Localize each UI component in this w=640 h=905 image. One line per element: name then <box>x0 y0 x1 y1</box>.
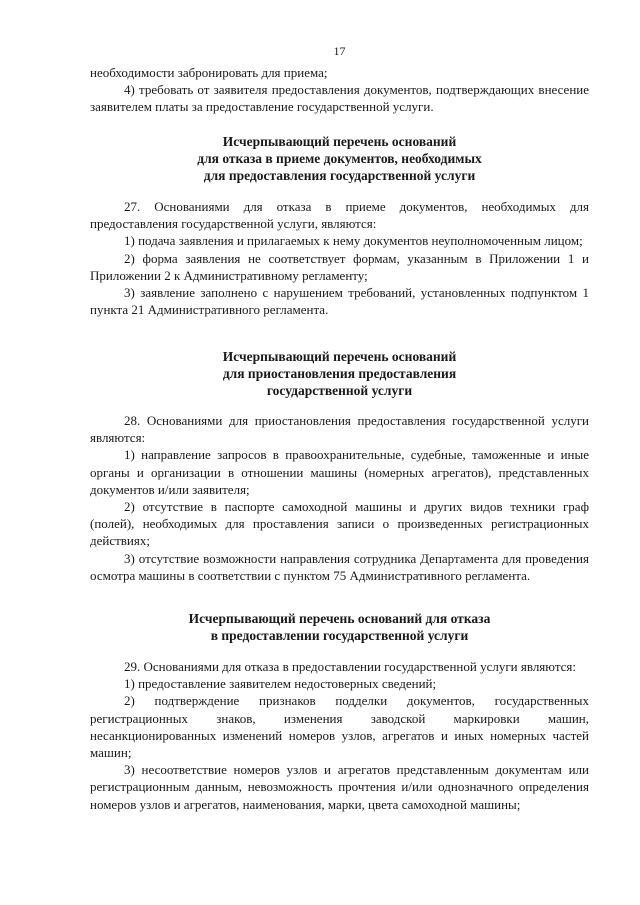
paragraph-continuation: необходимости забронировать для приема; <box>90 65 328 80</box>
heading-line: для приостановления предоставления <box>222 366 457 381</box>
list-item: 3) заявление заполнено с нарушением требований, установленных подпунктом 1 пункта 21 Административного регламента. <box>90 285 589 318</box>
heading-line: Исчерпывающий перечень оснований для отказа <box>188 611 491 626</box>
list-item: 1) направление запросов в правоохранительные, судебные, таможенные и иные органы и организации в отношении машины (номерных агрегатов), представленных документов и/или заявителя; <box>90 447 589 497</box>
section-heading <box>90 610 589 644</box>
heading-line: в предоставлении государственной услуги <box>210 628 469 643</box>
heading-line: государственной услуги <box>266 383 413 398</box>
paragraph-29: 29. Основаниями для отказа в предоставлении государственной услуги являются: <box>124 659 577 674</box>
page-number: 17 <box>333 44 346 58</box>
list-item: 2) отсутствие в паспорте самоходной машины и других видов техники граф (полей), необходимых для проставления записи о произведенных регистрационных действиях; <box>90 499 589 549</box>
top-text <box>90 64 589 116</box>
heading-line: для отказа в приеме документов, необходимых <box>197 151 482 166</box>
list-item: 1) предоставление заявителем недостоверных сведений; <box>124 676 437 692</box>
section-heading <box>90 348 589 399</box>
heading-line: Исчерпывающий перечень оснований <box>222 349 457 364</box>
list-item: 1) подача заявления и прилагаемых к нему документов неуполномоченным лицом; <box>124 233 583 249</box>
list-item: 4) требовать от заявителя предоставления документов, подтверждающих внесение заявителем платы за предоставление государственной услуги. <box>90 82 589 115</box>
paragraph-27: 27. Основаниями для отказа в приеме документов, необходимых для предоставления государственной услуги, являются: <box>90 199 589 232</box>
heading-line: Исчерпывающий перечень оснований <box>222 134 457 149</box>
paragraph-28: 28. Основаниями для приостановления предоставления государственной услуги являются: <box>90 413 589 446</box>
list-item: 2) форма заявления не соответствует формам, указанным в Приложении 1 и Приложении 2 к Административному регламенту; <box>90 250 589 283</box>
heading-line: для предоставления государственной услуги <box>203 168 476 183</box>
list-item: 3) отсутствие возможности направления сотрудника Департамента для проведения осмотра машины в соответствии с пунктом 75 Административного регламента. <box>90 550 589 583</box>
section-body <box>90 412 589 584</box>
list-item: 2) подтверждение признаков подделки документов, государственных регистрационных знаков, изменения заводской маркировки машин, несанкционированных изменений номеров узлов, агрегатов и иных номерных частей машин; <box>90 693 589 761</box>
list-item: 3) несоответствие номеров узлов и агрегатов представленным документам или регистрационным данным, невозможность прочтения и/или однозначного определения номеров узлов и агрегатов, наименования, марки, цвета самоходной машины; <box>90 762 589 812</box>
section-body <box>90 198 589 318</box>
section-body <box>90 658 589 813</box>
section-heading <box>90 133 589 184</box>
